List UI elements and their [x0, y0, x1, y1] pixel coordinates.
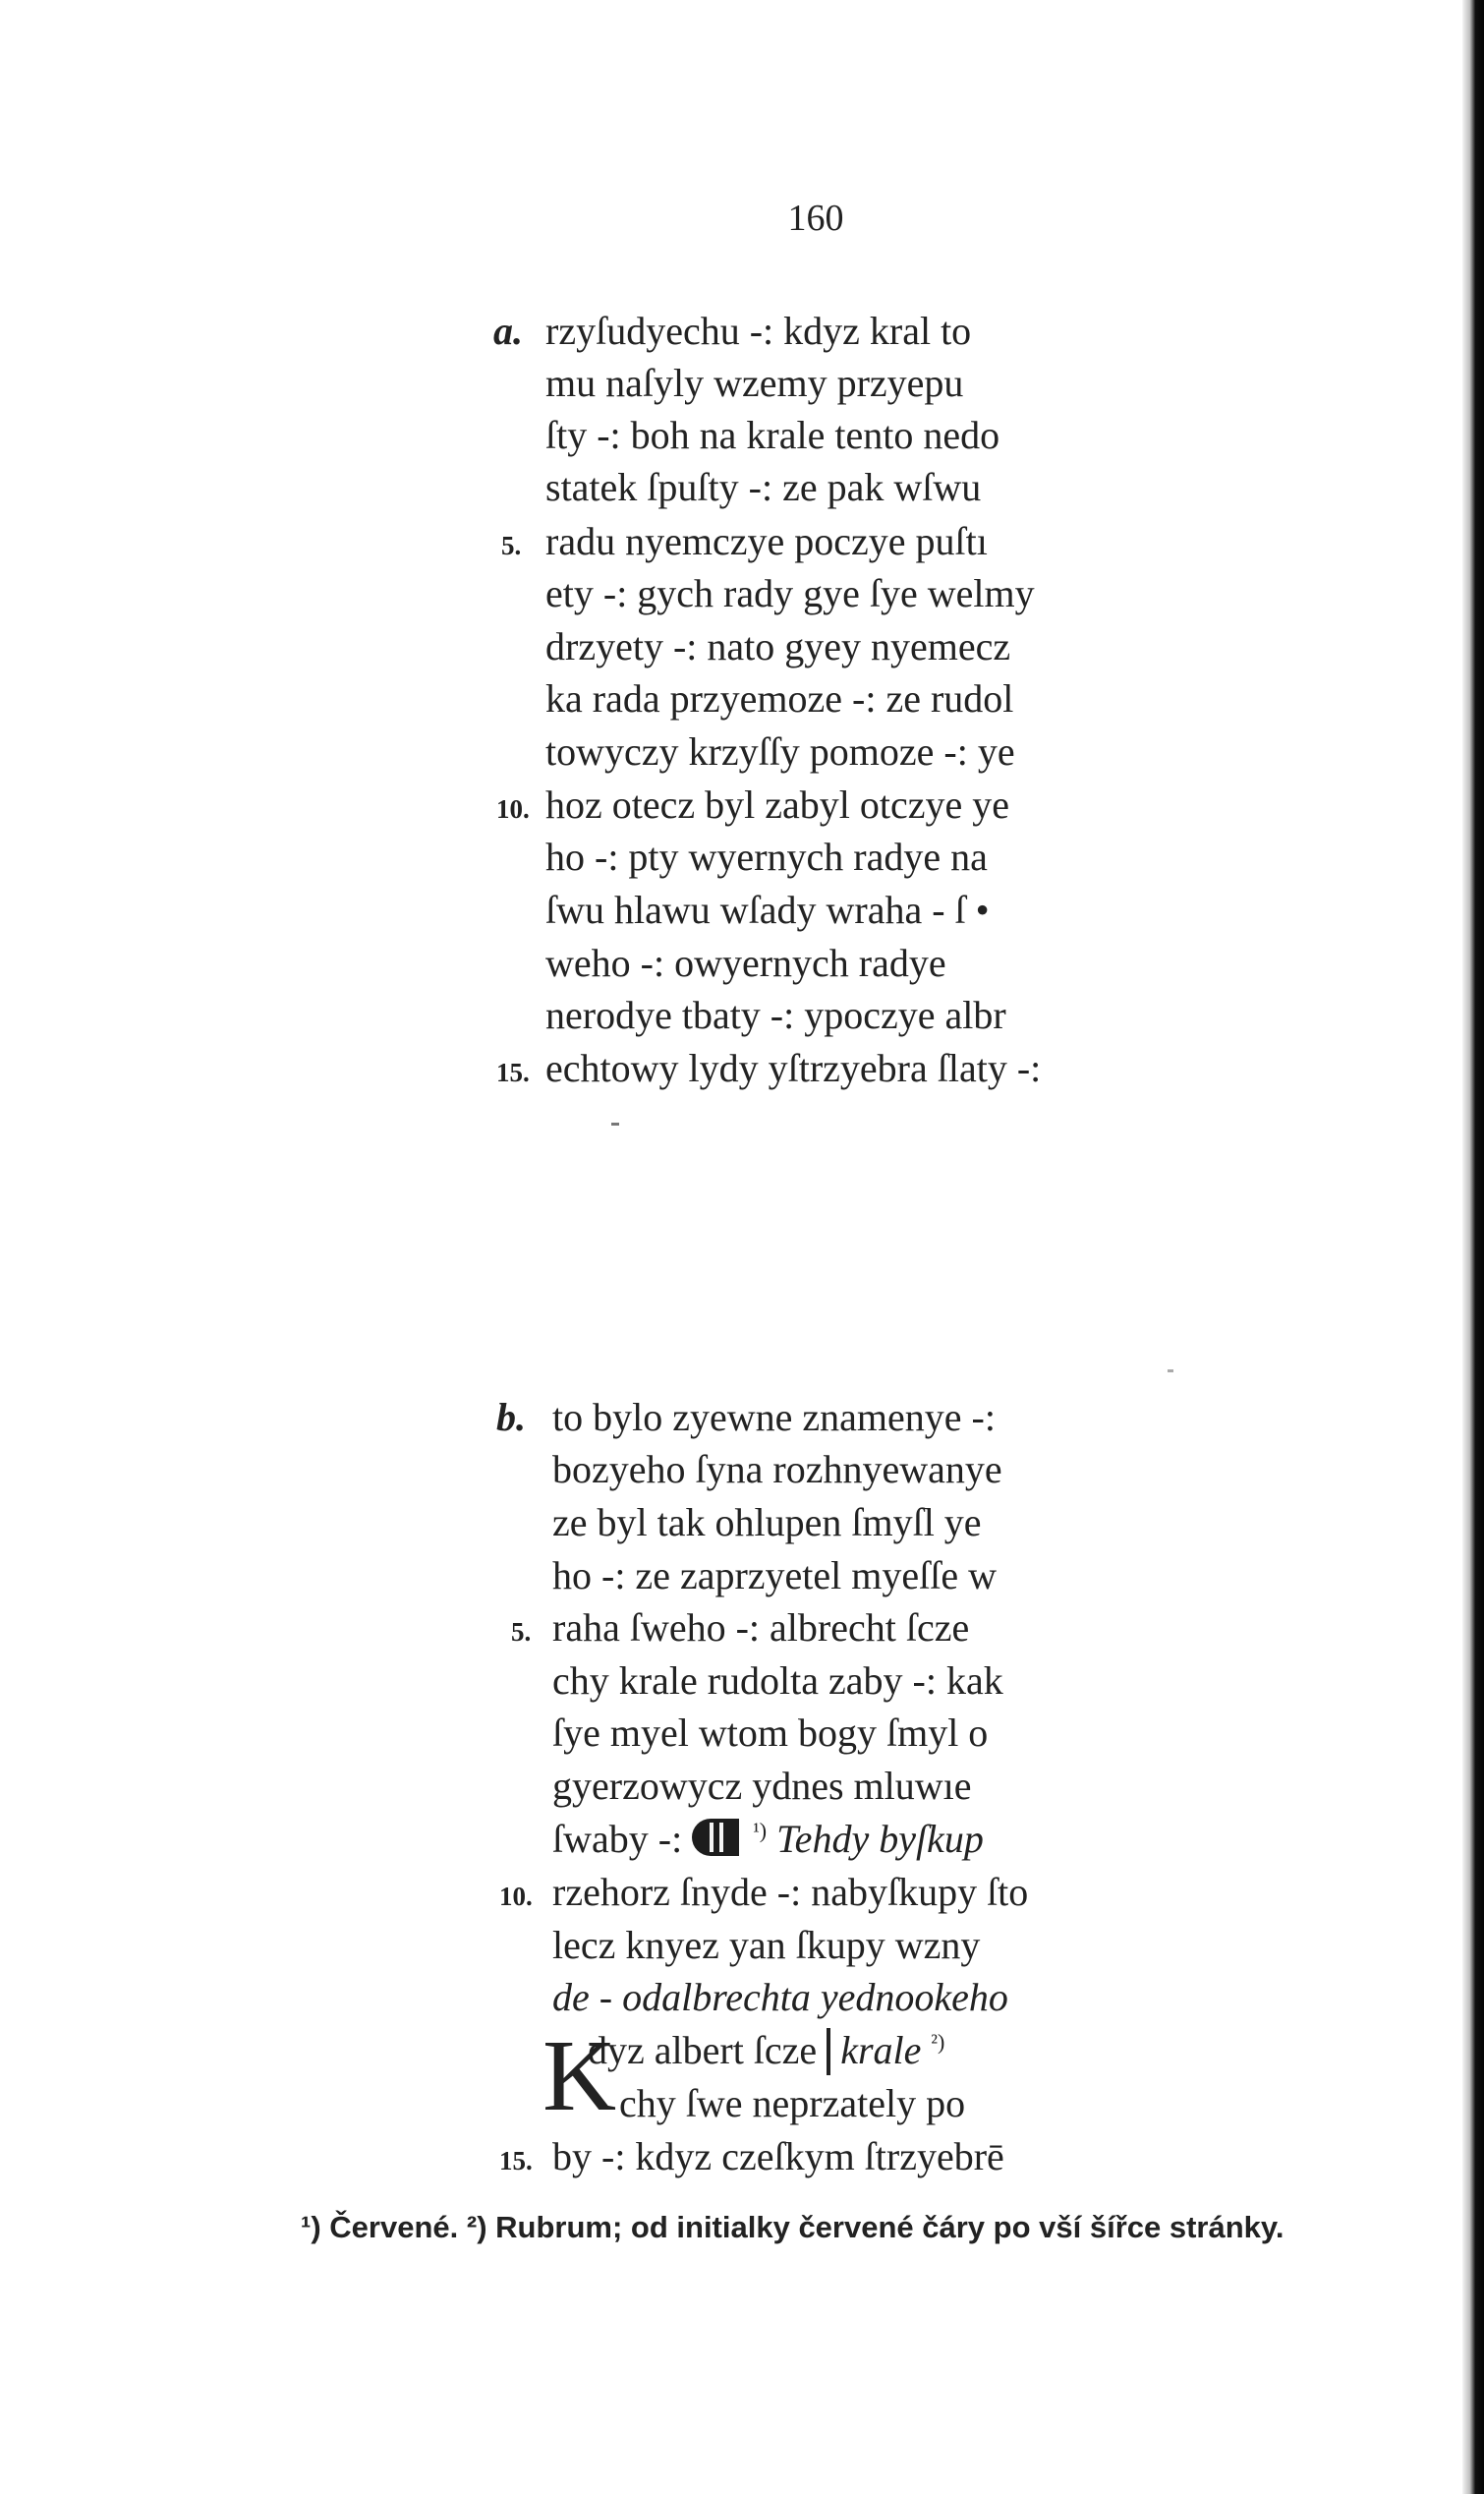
- text-line: rzyſudyechu -: kdyz kral to: [545, 309, 972, 353]
- line-number: 5.: [501, 531, 522, 560]
- text-line: radu nyemczye poczye puſtı: [545, 519, 988, 563]
- text-line: [588, 2027, 944, 2075]
- page-edge: [1462, 0, 1484, 2494]
- footnote: [301, 2210, 1284, 2245]
- footnote-marker: ²): [466, 2210, 487, 2244]
- text-line: ze byl tak ohlupen ſmyſl ye: [552, 1500, 982, 1544]
- line-number: 5.: [511, 1617, 532, 1647]
- text-line: gyerzowycz ydnes mluwıe: [552, 1764, 972, 1808]
- line-text: dyz albert ſcze: [588, 2028, 818, 2072]
- decorated-initial: K: [542, 2019, 617, 2132]
- text-line: nerodye tbaty -: ypoczye albr: [545, 993, 1006, 1037]
- text-line: ho -: ze zaprzyetel myeſſe w: [552, 1553, 997, 1597]
- text-line: statek ſpuſty -: ze pak wſwu: [545, 465, 982, 509]
- text-line: rzehorz ſnyde -: nabyſkupy ſto: [552, 1870, 1029, 1914]
- text-line: ſye myel wtom bogy ſmyl o: [552, 1711, 989, 1755]
- line-number: 10.: [499, 1882, 533, 1911]
- text-line: by -: kdyz czeſkym ſtrzyebrē: [552, 2134, 1004, 2178]
- footnote-ref: ¹): [753, 1818, 768, 1843]
- text-line: lecz knyez yan ſkupy wzny: [552, 1923, 981, 1967]
- page-number: 160: [787, 198, 844, 239]
- text-line: raha ſweho -: albrecht ſcze: [552, 1605, 970, 1650]
- rubric-bar: [827, 2028, 830, 2075]
- section-label-b: b.: [496, 1395, 526, 1439]
- text-line: chy ſwe neprzately po: [619, 2081, 966, 2125]
- text-line: ho -: pty wyernych radye na: [545, 835, 988, 879]
- line-number: 10.: [496, 794, 530, 824]
- line-number: 15.: [496, 1058, 530, 1087]
- footnote-text: Červené.: [329, 2210, 459, 2244]
- section-label-a: a.: [493, 309, 523, 353]
- stray-mark: [1168, 1369, 1173, 1372]
- line-number: 15.: [499, 2146, 533, 2175]
- line-text-italic: krale: [840, 2028, 922, 2072]
- footnote-ref: ²): [931, 2029, 945, 2055]
- text-line: ka rada przyemoze -: ze rudol: [545, 676, 1014, 721]
- text-line: to bylo zyewne znamenye -:: [552, 1395, 996, 1439]
- text-line: ſty -: boh na krale tento nedo: [545, 413, 1000, 457]
- text-line: bozyeho ſyna rozhnyewanye: [552, 1447, 1002, 1491]
- rubric-bracket-icon: [692, 1819, 749, 1856]
- text-line: chy krale rudolta zaby -: kak: [552, 1658, 1003, 1703]
- text-line: mu naſyly wzemy przyepu: [545, 361, 964, 405]
- text-line: towyczy krzyſſy pomoze -: ye: [545, 729, 1015, 774]
- footnote-text: Rubrum; od initialky červené čáry po vší šířce stránky.: [495, 2210, 1284, 2244]
- text-line: de - odalbrechta yednookeho: [552, 1975, 1008, 2019]
- text-line: weho -: owyernych radye: [545, 941, 946, 985]
- text-line: hoz otecz byl zabyl otczye ye: [545, 783, 1009, 827]
- line-text-italic: Tehdy byſkup: [776, 1817, 984, 1861]
- footnote-marker: ¹): [301, 2210, 321, 2244]
- text-line: drzyety -: nato gyey nyemecz: [545, 624, 1011, 668]
- line-text: ſwaby -:: [552, 1817, 683, 1861]
- text-line: ety -: gych rady gye ſye welmy: [545, 571, 1035, 615]
- text-line: [552, 1816, 984, 1862]
- stray-mark: [611, 1123, 619, 1126]
- text-line: ſwu hlawu wſady wraha - ſ •: [545, 888, 990, 932]
- text-line: echtowy lydy yſtrzyebra ſlaty -:: [545, 1046, 1042, 1090]
